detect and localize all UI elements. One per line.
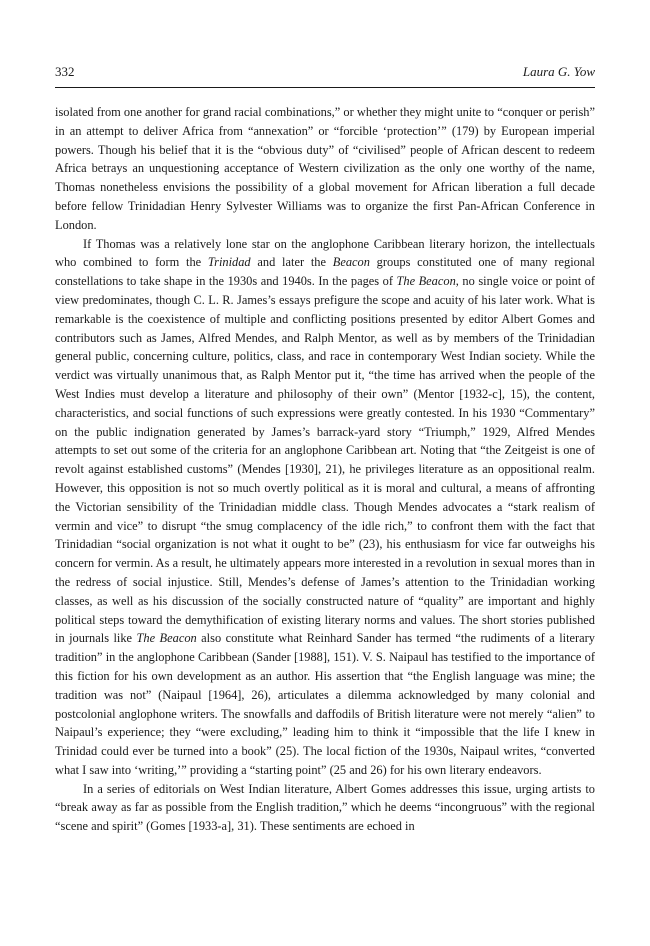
text-run: groups constituted one of many regional constellations to take shape in the 1930s and 1940s. In the pages of bbox=[55, 255, 595, 289]
page-number: 332 bbox=[55, 64, 75, 79]
text-run: and later the bbox=[250, 255, 333, 270]
italic-title: Beacon bbox=[332, 255, 370, 270]
text-run: also constitute what Reinhard Sander has termed “the rudiments of a literary tradition” in the anglophone Caribbean (Sander [1988], 151). V. S. Naipaul has testified to the importance of this fiction for his own development as an author. His assertion that “the English language was mine; the tradition was not” (Naipaul [1964], 26), articulates a dilemma acknowledged by many colonial and postcolonial anglophone writers. The snowfalls and daffodils of British literature were not merely “alien” to Naipaul’s experience; they “were excluding,” leading him to think it “impossible that the life I knew in Trinidad could ever be turned into a book” (25). The local fiction of the 1930s, Naipaul writes, “converted what I saw into ‘writing,’” providing a “starting point” (25 and 26) for his own literary endeavors. bbox=[55, 631, 595, 777]
text-run: In a series of editorials on West Indian literature, Albert Gomes addresses this issue, urging artists to “break away as far as possible from the English tradition,” which he deems “incongruous” with the regional “scene and spirit” (Gomes [1933-a], 31). These sentiments are echoed in bbox=[55, 781, 595, 834]
italic-title: The Beacon bbox=[396, 274, 456, 289]
italic-title: The Beacon bbox=[136, 631, 197, 646]
running-head bbox=[55, 64, 595, 82]
text-run: isolated from one another for grand racial combinations,” or whether they might unite to “conquer or perish” in an attempt to deliver Africa from “annexation” or “forcible ‘protection’” (179) by European imperial powers. Though his belief that it is the “obvious duty” of “civilised” people of African descent to redeem Africa betrays an unquestioning acceptance of Western civilization as the only one worthy of the name, Thomas nonetheless envisions the possibility of a global movement for African liberation a full decade before fellow Trinidadian Henry Sylvester Williams was to organize the first Pan-African Conference in London. bbox=[55, 105, 595, 232]
text-run: , no single voice or point of view predominates, though C. L. R. James’s essays prefigure the scope and acuity of his later work. What is remarkable is the coexistence of multiple and conflicting positions presented by editor Albert Gomes and contributors such as James, Alfred Mendes, and Ralph Mentor, as well as by members of the Trinidadian general public, concerning culture, politics, class, and race in contemporary West Indian society. While the verdict was virtually unanimous that, as Ralph Mentor put it, “the time has arrived when the people of the West Indies must develop a literature and philosophy of their own” (Mentor [1932-c], 15), the content, characteristics, and social functions of such expressions were greatly contested. In his 1930 “Commentary” on the public indignation generated by James’s barrack-yard story “Triumph,” 1929, Alfred Mendes attempts to set out some of the criteria for an anglophone Caribbean art. Noting that “the Zeitgeist is one of revolt against established customs” (Mendes [1930], 21), he privileges literature as an oppositional realm. However, this opposition is not so much overtly political as it is moral and cultural, a means of affronting the Victorian sensibility of the Trinidadian middle class. Though Mendes advocates a “stark realism of vermin and vice” to disrupt “the smug complacency of the idle rich,” to confront them with the fact that Trinidadian “social organization is not what it ought to be” (23), his enthusiasm for vice far outweighs his concern for vermin. As a result, he ultimately appears more interested in a revolution in sexual mores than in the redress of social injustice. Still, Mendes’s defense of James’s attention to the Trinidadian working classes, as well as his discussion of the socially constructed nature of “quality” are important and highly political steps toward the demythification of existing literary norms and values. The short stories published in journals like bbox=[55, 274, 596, 646]
paragraph bbox=[55, 103, 595, 235]
body-text bbox=[55, 103, 595, 836]
header-rule bbox=[55, 87, 595, 88]
italic-title: Trinidad bbox=[207, 255, 251, 270]
paragraph bbox=[55, 235, 595, 780]
paragraph bbox=[55, 780, 595, 836]
text-run: If Thomas was a relatively lone star on the anglophone Caribbean literary horizon, the intellectuals who combined to form the bbox=[55, 236, 595, 270]
running-head-author: Laura G. Yow bbox=[522, 64, 595, 79]
